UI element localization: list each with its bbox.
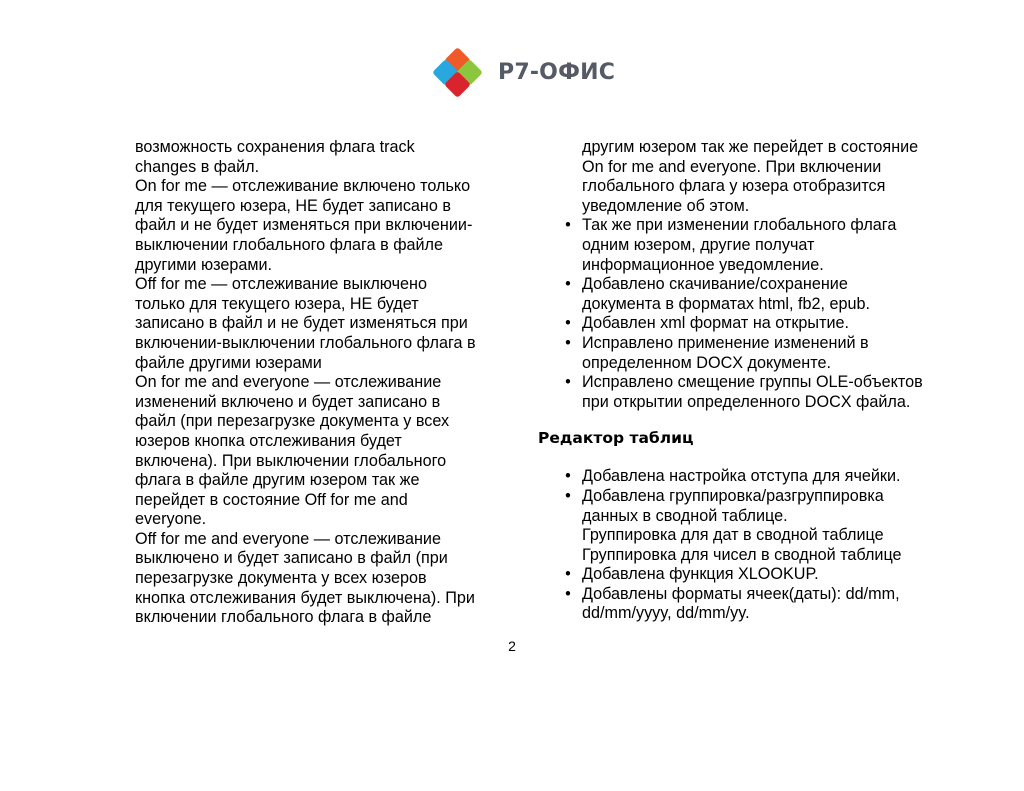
bullet-glyph: •: [565, 467, 571, 486]
page-number: 2: [508, 638, 516, 654]
bullet-list-changes: [560, 216, 950, 412]
left-column: [135, 138, 507, 628]
bullet-item: [560, 585, 950, 624]
section-heading-spreadsheet-editor: Редактор таблиц: [538, 429, 694, 448]
text-line: файл (при перезагрузке документа у всех: [135, 412, 450, 431]
bullet-text-line: Так же при изменении глобального флага: [582, 216, 897, 235]
r7-office-logo: [426, 44, 616, 106]
bullet-text-line: Добавлено скачивание/сохранение: [582, 275, 848, 294]
text-line: возможность сохранения флага track: [135, 138, 415, 156]
text-line: On for me — отслеживание включено только: [135, 177, 471, 196]
text-line: юзеров кнопка отслеживания будет: [135, 431, 402, 450]
bullet-item: [560, 216, 950, 275]
bullet-text-line: Добавлена функция XLOOKUP.: [582, 565, 819, 584]
text-line: другими юзерами.: [135, 255, 273, 274]
text-line: выключении глобального флага в файле: [135, 235, 444, 254]
text-line: changes в файл.: [135, 157, 260, 176]
text-line: Off for me and everyone — отслеживание: [135, 529, 441, 548]
bullet-item: [560, 487, 950, 565]
bullet-text-line: документа в форматах html, fb2, epub.: [582, 294, 871, 313]
bullet-text-line: Добавлен xml формат на открытие.: [582, 314, 850, 333]
logo-text: Р7-ОФИС: [498, 60, 616, 85]
bullet-text-line: Группировка для дат в сводной таблице: [582, 526, 884, 545]
text-line: everyone.: [135, 510, 207, 529]
text-line: перезагрузке документа у всех юзеров: [135, 569, 427, 588]
text-line: включена). При выключении глобального: [135, 451, 447, 470]
bullet-text-line: Исправлено применение изменений в: [582, 333, 869, 352]
bullet-text-line: dd/mm/yyyy, dd/mm/yy.: [582, 604, 750, 623]
bullet-text-line: Добавлены форматы ячеек(даты): dd/mm,: [582, 584, 900, 603]
text-line: кнопка отслеживания будет выключена). При: [135, 588, 475, 607]
text-line: уведомление об этом.: [582, 196, 750, 215]
bullet-item: [560, 314, 950, 334]
text-line: изменений включено и будет записано в: [135, 392, 441, 411]
text-line: On for me and everyone — отслеживание: [135, 373, 442, 392]
bullet-item: [560, 467, 950, 487]
bullet-glyph: •: [565, 314, 571, 333]
text-line: глобального флага у юзера отобразится: [582, 177, 886, 196]
text-line: флага в файле другим юзером так же: [135, 471, 420, 490]
text-line: включении глобального флага в файле: [135, 608, 432, 627]
text-line: файл и не будет изменяться при включении-: [135, 216, 473, 235]
text-line: выключено и будет записано в файл (при: [135, 549, 448, 568]
bullet-glyph: •: [565, 275, 571, 294]
text-line: перейдет в состояние Off for me and: [135, 490, 408, 509]
bullet-glyph: •: [565, 486, 571, 505]
bullet-glyph: •: [565, 584, 571, 603]
bullet-glyph: •: [565, 373, 571, 392]
bullet-text-line: одним юзером, другие получат: [582, 235, 815, 254]
r7-logo-icon: [428, 48, 492, 104]
bullet-item: [560, 334, 950, 373]
bullet-glyph: •: [565, 565, 571, 584]
bullet-item: [560, 275, 950, 314]
right-column: [538, 138, 950, 624]
text-line: On for me and everyone. При включении: [582, 157, 882, 176]
bullet-text-line: данных в сводной таблице.: [582, 506, 788, 525]
text-line: записано в файл и не будет изменяться при: [135, 314, 468, 333]
bullet-text-line: информационное уведомление.: [582, 255, 824, 274]
text-line: файле другими юзерами: [135, 353, 322, 372]
bullet-list-spreadsheet: [560, 467, 950, 624]
bullet-text-line: определенном DOCX документе.: [582, 353, 831, 372]
bullet-text-line: Добавлена настройка отступа для ячейки.: [582, 467, 901, 486]
text-line: Off for me — отслеживание выключено: [135, 275, 427, 294]
bullet-item: [560, 373, 950, 412]
text-line: только для текущего юзера, НЕ будет: [135, 294, 419, 313]
bullet-text-line: Исправлено смещение группы OLE-объектов: [582, 373, 923, 392]
text-line: другим юзером так же перейдет в состояние: [582, 138, 919, 156]
bullet-text-line: при открытии определенного DOCX файла.: [582, 392, 911, 411]
text-line: для текущего юзера, НЕ будет записано в: [135, 196, 451, 215]
bullet-text-line: Группировка для чисел в сводной таблице: [582, 545, 902, 564]
bullet-glyph: •: [565, 216, 571, 235]
continuation-paragraph: [560, 138, 950, 216]
bullet-glyph: •: [565, 333, 571, 352]
text-line: включении-выключении глобального флага в: [135, 333, 476, 352]
bullet-text-line: Добавлена группировка/разгруппировка: [582, 486, 884, 505]
bullet-item: [560, 565, 950, 585]
